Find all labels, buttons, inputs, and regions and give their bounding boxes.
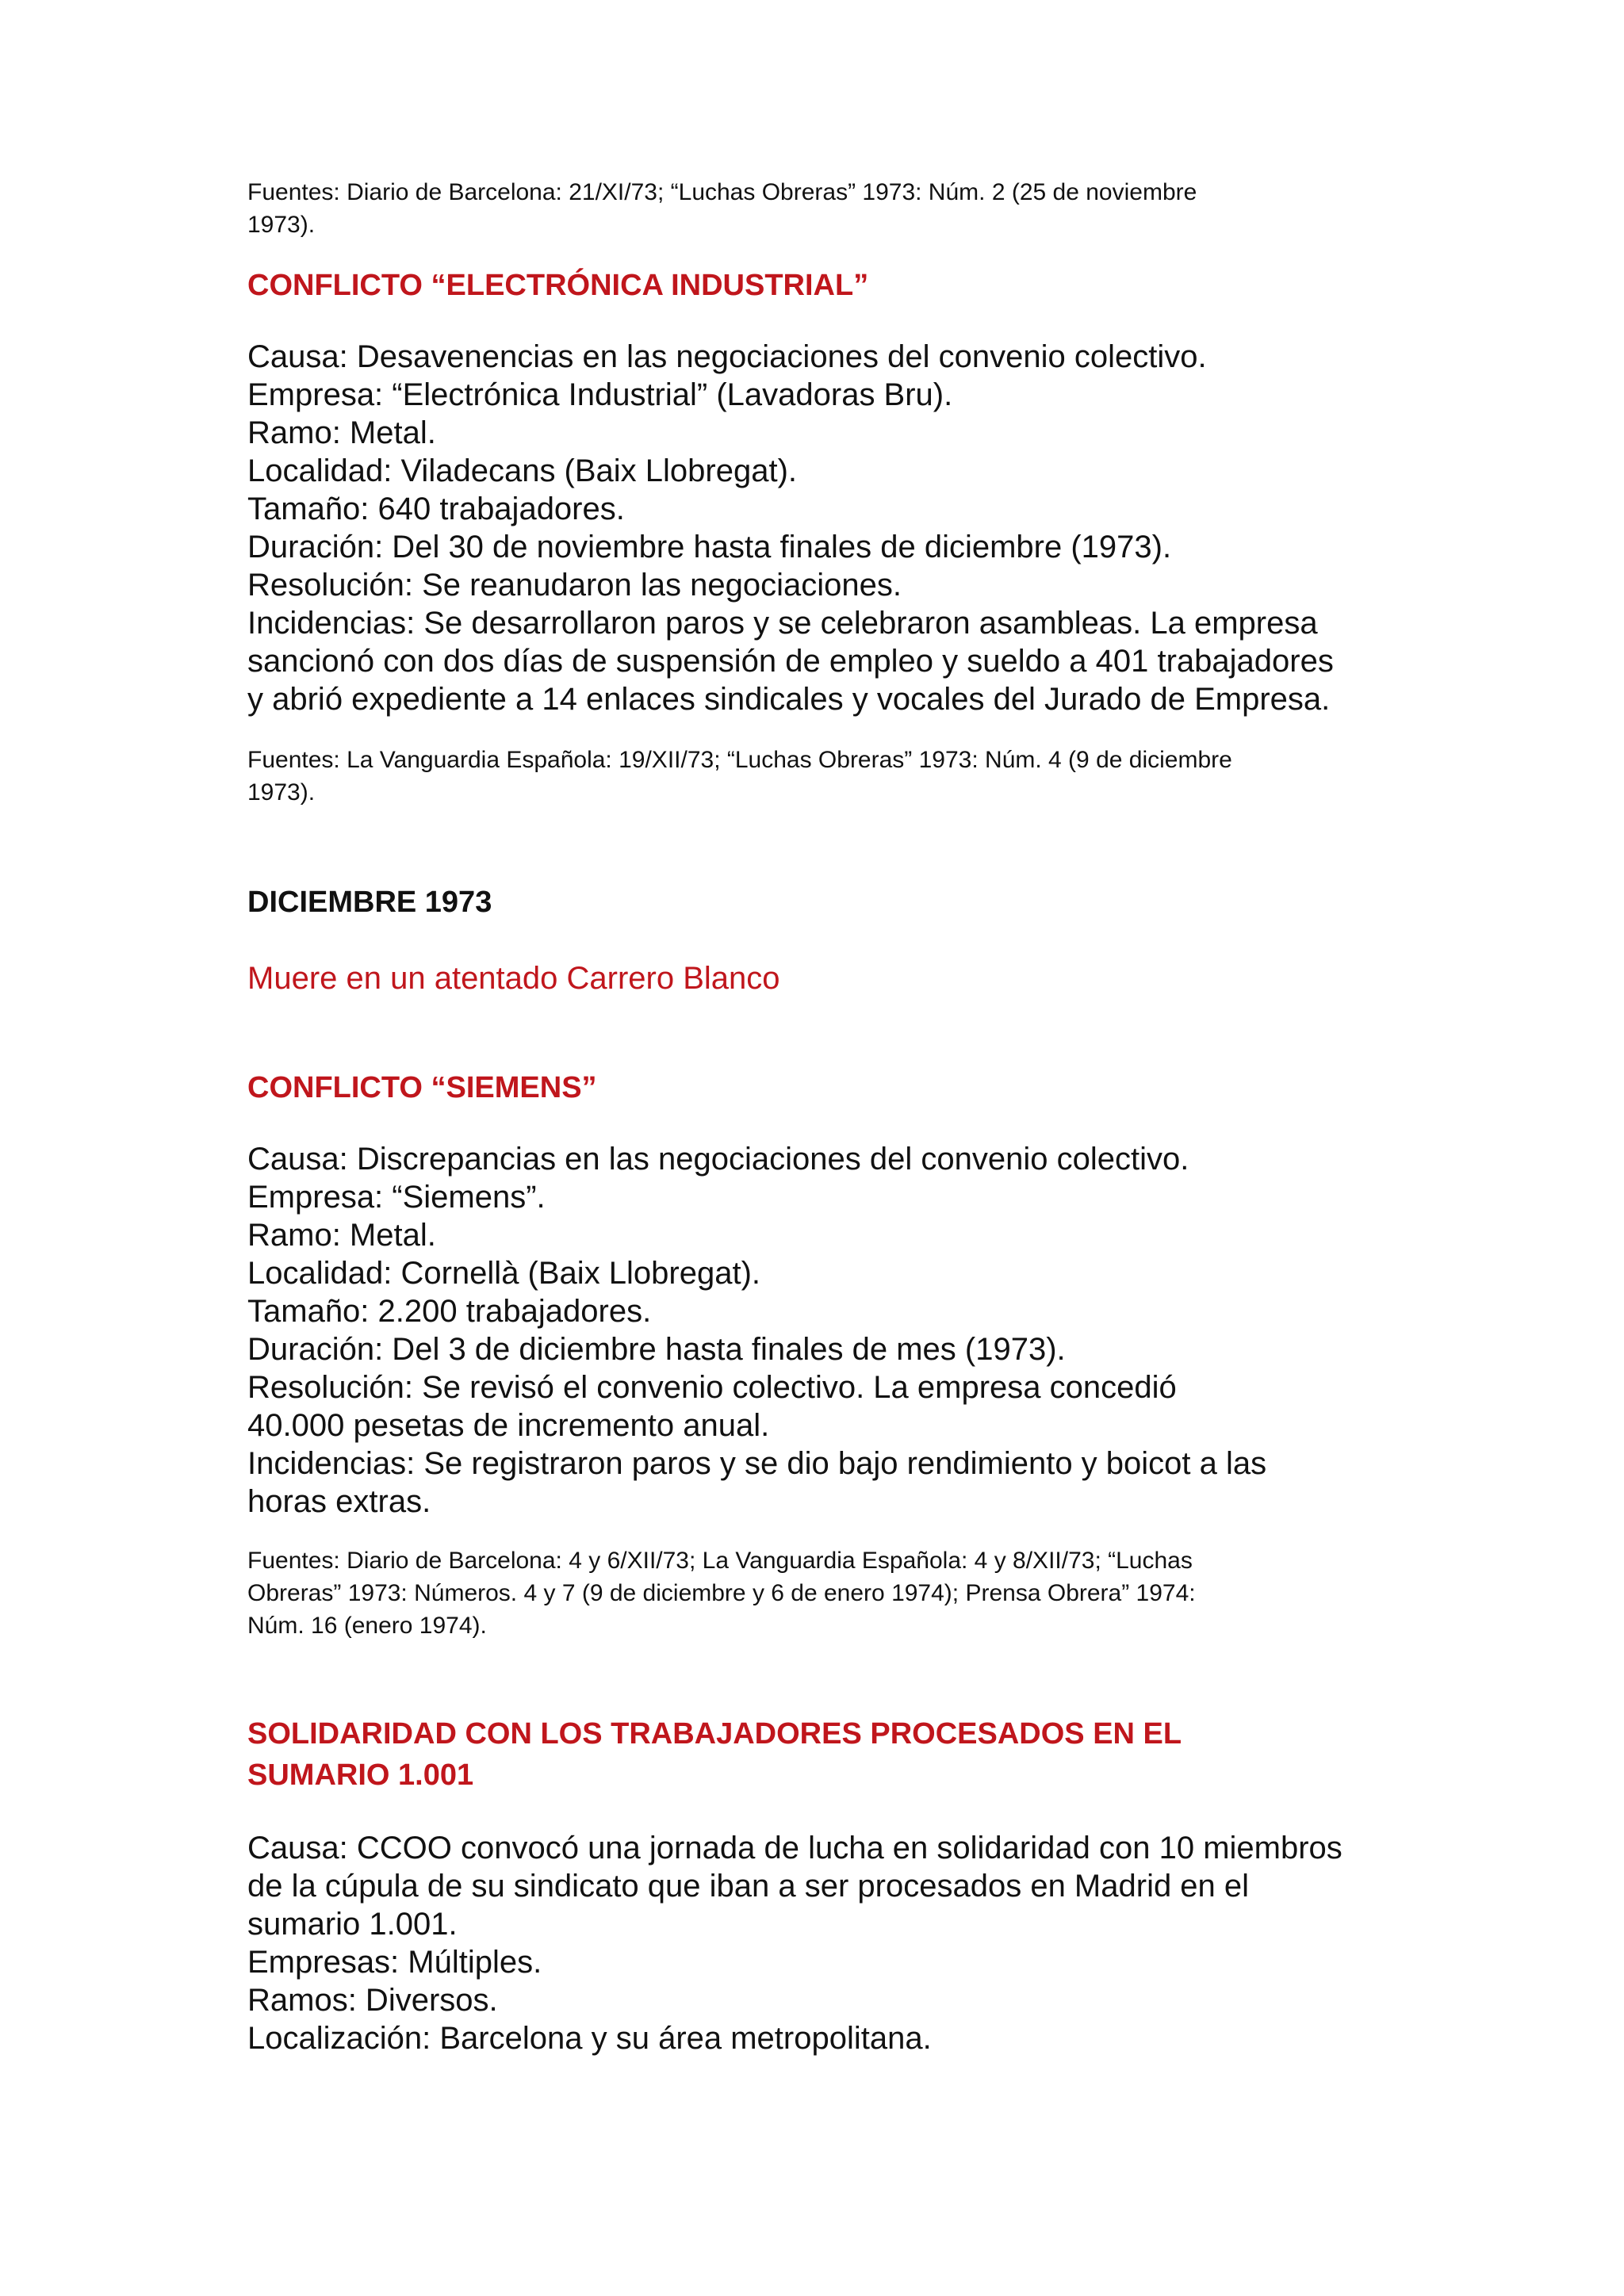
section-title-siemens: CONFLICTO “SIEMENS”	[247, 1071, 597, 1104]
body-line: Ramo: Metal.	[247, 415, 436, 450]
section-title-line: SUMARIO 1.001	[247, 1758, 474, 1792]
source-citation: Fuentes: Diario de Barcelona: 21/XI/73; “Luchas Obreras” 1973: Núm. 2 (25 de noviembre 1973).	[247, 179, 1197, 238]
body-line: Resolución: Se revisó el convenio colectivo. La empresa concedió	[247, 1370, 1177, 1405]
source-citation: Fuentes: La Vanguardia Española: 19/XII/73; “Luchas Obreras” 1973: Núm. 4 (9 de diciembre 1973).	[247, 747, 1232, 806]
body-line: Causa: Discrepancias en las negociaciones del convenio colectivo.	[247, 1142, 1189, 1177]
body-line: Localización: Barcelona y su área metropolitana.	[247, 2021, 932, 2056]
body-line: Localidad: Viladecans (Baix Llobregat).	[247, 453, 798, 488]
body-line: Empresa: “Electrónica Industrial” (Lavadoras Bru).	[247, 377, 953, 412]
body-line: Tamaño: 2.200 trabajadores.	[247, 1294, 652, 1329]
body-line: Ramos: Diversos.	[247, 1983, 498, 2018]
section-body-solidaridad	[247, 1829, 1405, 2057]
body-line: Causa: Desavenencias en las negociaciones del convenio colectivo.	[247, 339, 1207, 374]
source-citation: Fuentes: Diario de Barcelona: 4 y 6/XII/73; La Vanguardia Española: 4 y 8/XII/73; “Luchas Obreras” 1973: Números. 4 y 7 (9 de diciembre y 6 de enero 1974); Prensa Obrera” 1974: Núm. 16 (enero 1974).	[247, 1548, 1196, 1639]
month-heading: DICIEMBRE 1973	[247, 886, 492, 919]
body-line: Tamaño: 640 trabajadores.	[247, 492, 625, 526]
body-line: Duración: Del 30 de noviembre hasta finales de diciembre (1973).	[247, 530, 1172, 564]
section-title-solidaridad	[247, 1713, 1405, 1796]
section-body-siemens	[247, 1140, 1405, 1521]
body-line: sancionó con dos días de suspensión de empleo y sueldo a 401 trabajadores	[247, 644, 1334, 679]
event-note: Muere en un atentado Carrero Blanco	[247, 961, 780, 996]
body-line: Incidencias: Se desarrollaron paros y se celebraron asambleas. La empresa	[247, 606, 1318, 641]
body-line: Duración: Del 3 de diciembre hasta finales de mes (1973).	[247, 1332, 1066, 1367]
body-line: sumario 1.001.	[247, 1907, 458, 1942]
body-line: Empresa: “Siemens”.	[247, 1180, 546, 1215]
document-page	[247, 176, 1405, 2057]
body-line: Causa: CCOO convocó una jornada de lucha en solidaridad con 10 miembros	[247, 1831, 1342, 1866]
section-body-electronica	[247, 338, 1405, 718]
body-line: 40.000 pesetas de incremento anual.	[247, 1408, 770, 1443]
body-line: horas extras.	[247, 1484, 431, 1519]
body-line: Incidencias: Se registraron paros y se dio bajo rendimiento y boicot a las	[247, 1446, 1267, 1481]
section-title-electronica: CONFLICTO “ELECTRÓNICA INDUSTRIAL”	[247, 269, 869, 302]
body-line: Localidad: Cornellà (Baix Llobregat).	[247, 1256, 761, 1291]
body-line: de la cúpula de su sindicato que iban a ser procesados en Madrid en el	[247, 1869, 1250, 1904]
body-line: Empresas: Múltiples.	[247, 1945, 542, 1980]
body-line: y abrió expediente a 14 enlaces sindicales y vocales del Jurado de Empresa.	[247, 682, 1331, 717]
section-title-line: SOLIDARIDAD CON LOS TRABAJADORES PROCESADOS EN EL	[247, 1717, 1182, 1751]
body-line: Ramo: Metal.	[247, 1218, 436, 1253]
body-line: Resolución: Se reanudaron las negociaciones.	[247, 568, 902, 603]
